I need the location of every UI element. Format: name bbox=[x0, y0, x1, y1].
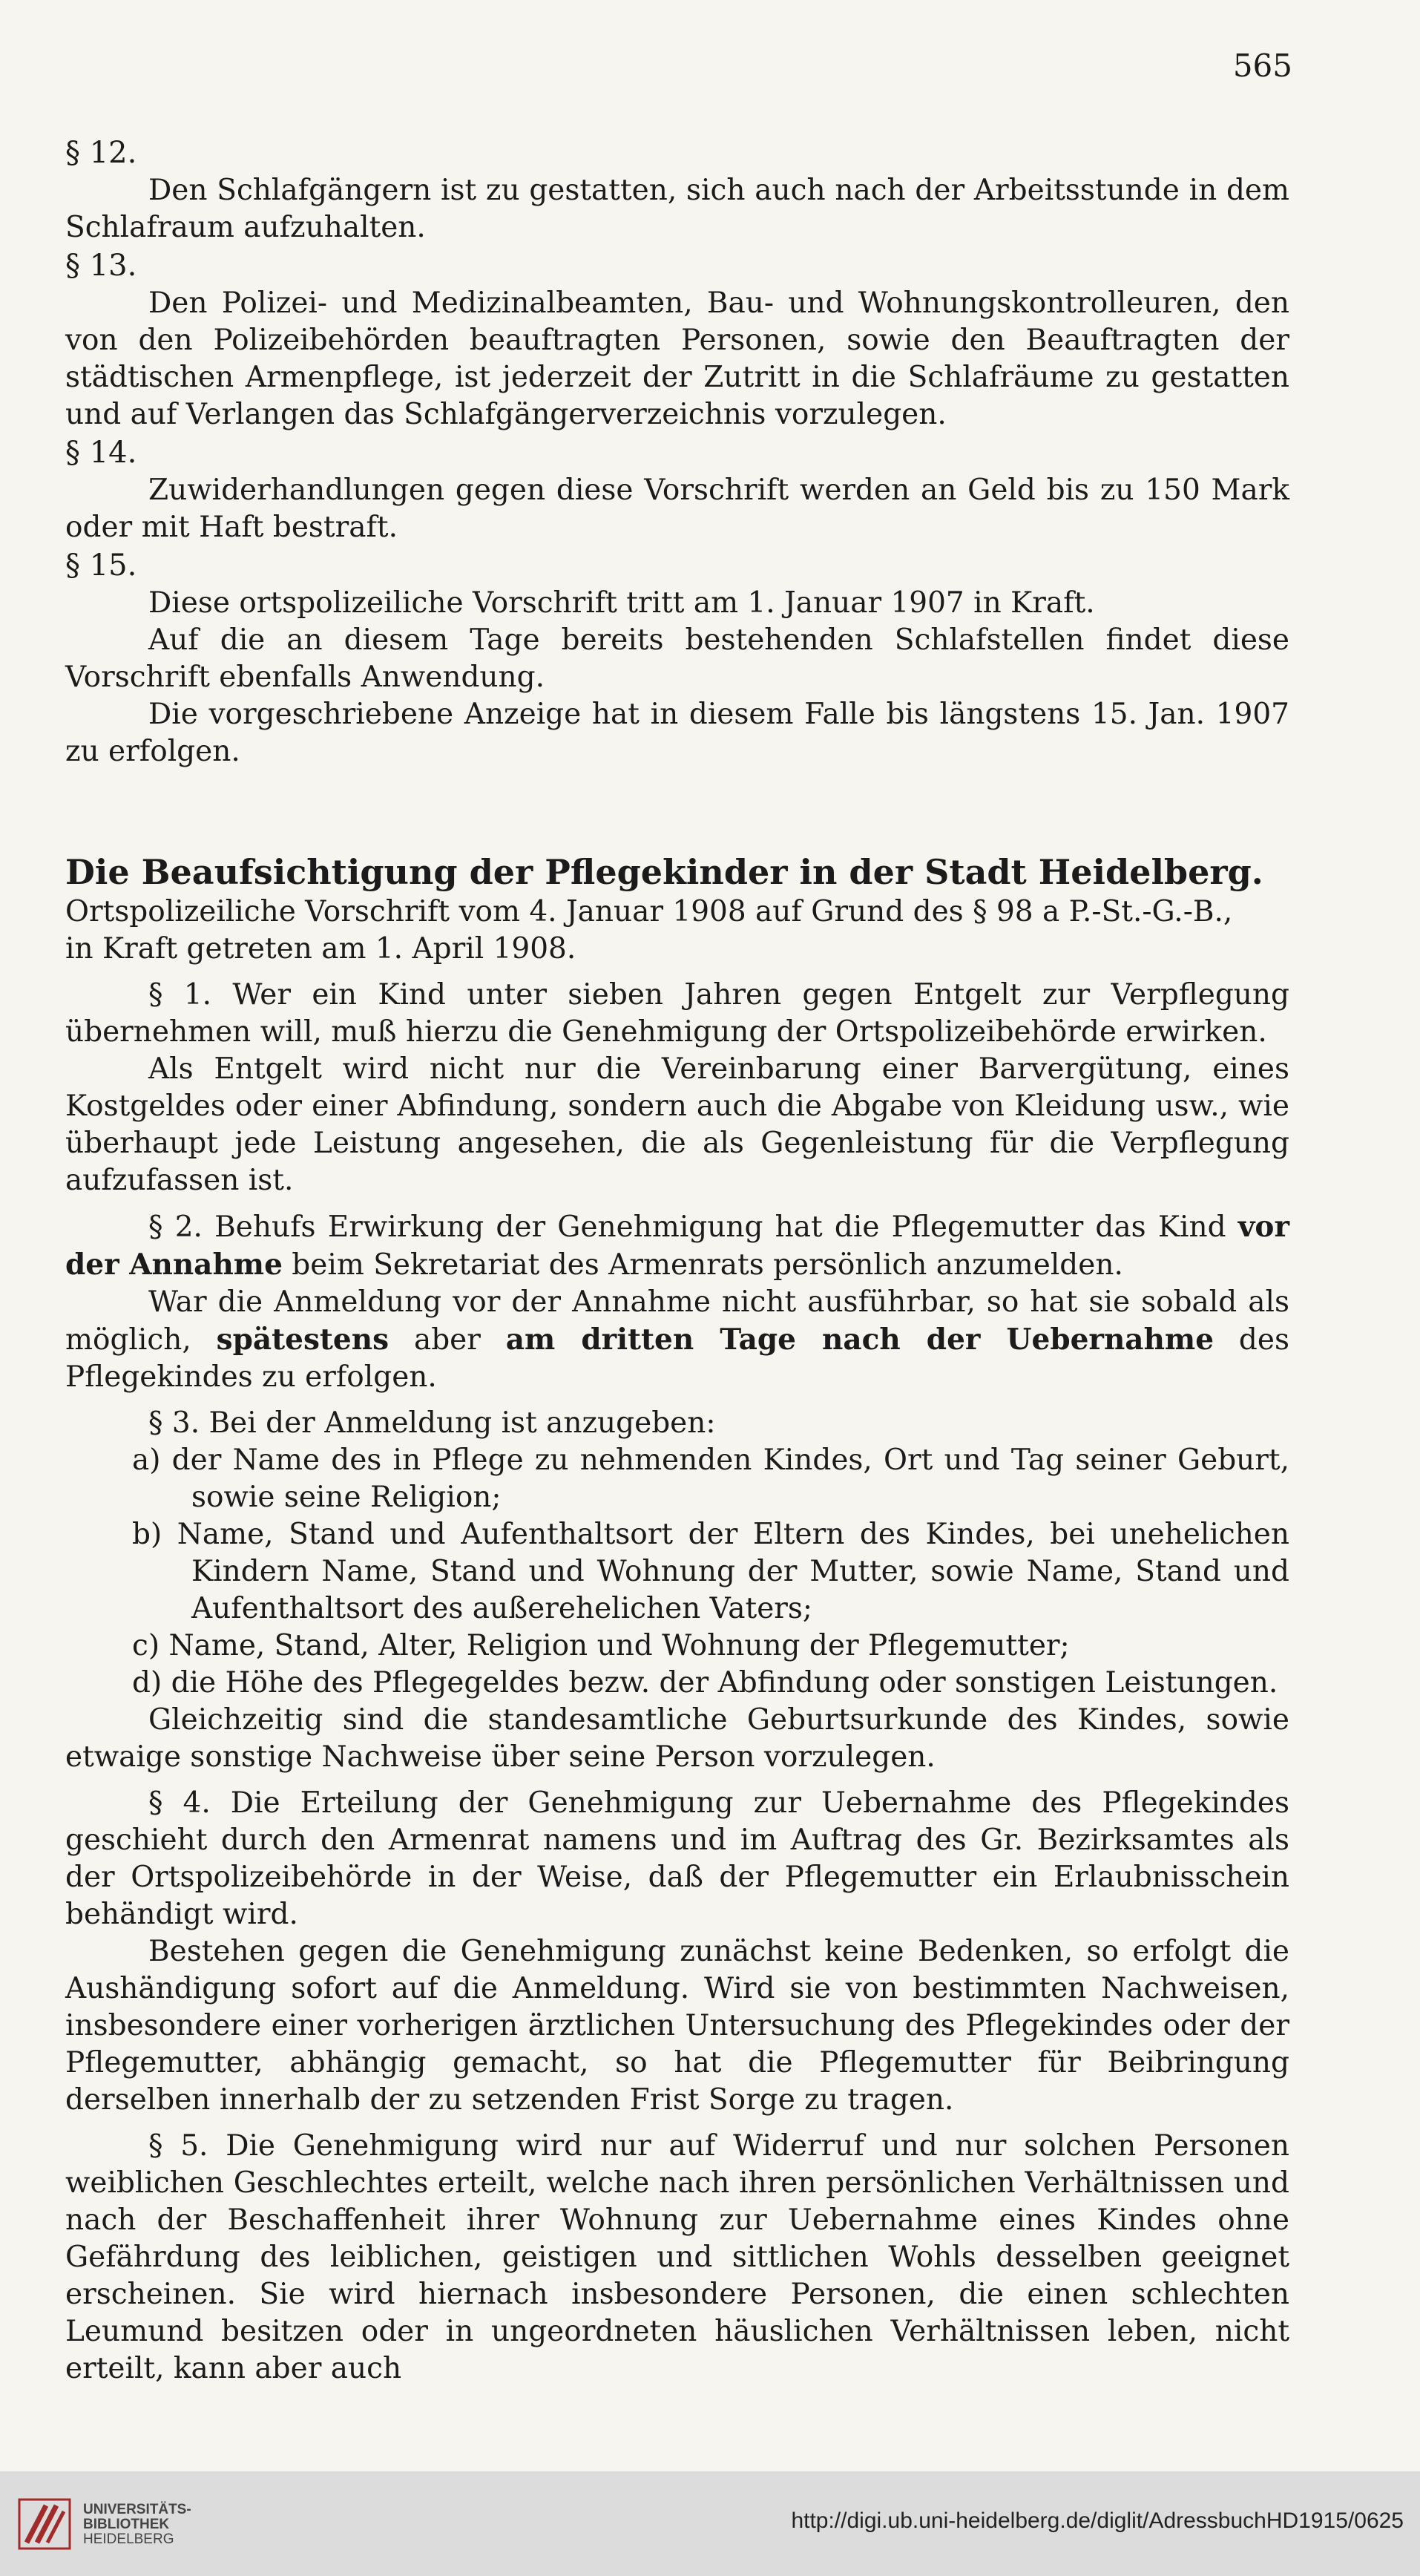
article-subtitle-2: in Kraft getreten am 1. April 1908. bbox=[65, 932, 576, 966]
paragraph-3-intro: § 3. Bei der Anmeldung ist anzugeben: bbox=[148, 1406, 716, 1440]
p2-text-c: War die Anmeldung vor der Annahme nicht ausführbar, so hat sie sobald als möglich, bbox=[65, 1285, 1289, 1357]
paragraph-3-item-b: b) Name, Stand und Aufenthaltsort der Eltern des Kindes, bei unehelichen Kindern Name, Stand und Wohnung der Mutter, sowie Name, Stand und Aufenthaltsort des außerehelichen Vaters; bbox=[132, 1518, 1289, 1625]
section-15-heading: § 15. bbox=[65, 548, 137, 583]
paragraph-3-after: Gleichzeitig sind die standesamtliche Geburtsurkunde des Kindes, sowie etwaige sonstige Nachweise über seine Person vorzulegen. bbox=[65, 1703, 1289, 1774]
article-subtitle-1: Ortspolizeiliche Vorschrift vom 4. Januar 1908 auf Grund des § 98 a P.-St.-G.-B., bbox=[65, 895, 1233, 928]
page-content bbox=[65, 134, 1289, 2387]
paragraph-2-text bbox=[65, 1208, 1289, 1284]
paragraph-3-item-a: a) der Name des in Pflege zu nehmenden Kindes, Ort und Tag seiner Geburt, sowie seine Religion; bbox=[132, 1443, 1289, 1514]
paragraph-1-text: § 1. Wer ein Kind unter sieben Jahren gegen Entgelt zur Verpflegung übernehmen will, muß hierzu die Genehmigung der Ortspolizeibehörde erwirken. bbox=[65, 978, 1289, 1049]
p2-text-a: § 2. Behufs Erwirkung der Genehmigung hat die Pflegemutter das Kind bbox=[148, 1210, 1226, 1244]
p2-emphasis-before-acceptance: vor der Annahme bbox=[65, 1210, 1289, 1282]
source-url-link[interactable]: http://digi.ub.uni-heidelberg.de/diglit/AdressbuchHD1915/0625 bbox=[791, 2508, 1404, 2533]
paragraph-1-text-2: Als Entgelt wird nicht nur die Vereinbarung einer Barvergütung, eines Kostgeldes oder einer Abfindung, sondern auch die Abgabe von Kleidung usw., wie überhaupt jede Leistung angesehen, die als Gegenleistung für die Verpflegung aufzufassen ist. bbox=[65, 1052, 1289, 1197]
page-number: 565 bbox=[1232, 47, 1292, 84]
p2-emphasis-latest: spätestens bbox=[216, 1323, 389, 1357]
p2-text-b: beim Sekretariat des Armenrats persönlich anzumelden. bbox=[292, 1248, 1123, 1282]
paragraph-3-item-d: d) die Höhe des Pflegegeldes bezw. der Abfindung oder sonstigen Leistungen. bbox=[132, 1666, 1278, 1700]
section-14-heading: § 14. bbox=[65, 436, 137, 470]
section-13-heading: § 13. bbox=[65, 249, 137, 283]
paragraph-5-text: § 5. Die Genehmigung wird nur auf Widerruf und nur solchen Personen weiblichen Geschlechtes erteilt, welche nach ihren persönlichen Verhältnissen und nach der Beschaffenheit ihrer Wohnung zur Uebernahme eines Kindes ohne Gefährdung des leiblichen, geistigen und sittlichen Wohls desselben geeignet erscheinen. Sie wird hiernach insbesondere Personen, die einen schlechten Leumund besitzen oder in ungeordneten häuslichen Verhältnissen leben, nicht erteilt, kann aber auch bbox=[65, 2129, 1289, 2385]
paragraph-2-text-2 bbox=[65, 1284, 1289, 1396]
library-name-line-3: HEIDELBERG bbox=[83, 2531, 174, 2547]
section-14-text: Zuwiderhandlungen gegen diese Vorschrift werden an Geld bis zu 150 Mark oder mit Haft bestraft. bbox=[65, 473, 1289, 544]
paragraph-4-text: § 4. Die Erteilung der Genehmigung zur Uebernahme des Pflegekindes geschieht durch den Armenrat namens und im Auftrag des Gr. Bezirksamtes als der Ortspolizeibehörde in der Weise, daß der Pflegemutter ein Erlaubnisschein behändigt wird. bbox=[65, 1786, 1289, 1931]
section-15-para-1: Diese ortspolizeiliche Vorschrift tritt am 1. Januar 1907 in Kraft. bbox=[148, 586, 1095, 620]
section-12-text: Den Schlafgängern ist zu gestatten, sich auch nach der Arbeitsstunde in dem Schlafraum aufzuhalten. bbox=[65, 174, 1289, 244]
library-name-line-1: UNIVERSITÄTS- bbox=[83, 2502, 191, 2517]
p2-text-d: aber bbox=[413, 1323, 481, 1357]
section-15-para-3: Die vorgeschriebene Anzeige hat in diesem Falle bis längstens 15. Jan. 1907 zu erfolgen. bbox=[65, 698, 1289, 768]
article-title: Die Beaufsichtigung der Pflegekinder in der Stadt Heidelberg. bbox=[65, 852, 1263, 892]
section-12-heading: § 12. bbox=[65, 136, 137, 170]
section-13-text: Den Polizei- und Medizinalbeamten, Bau- und Wohnungskontrolleuren, den von den Polizeibehörden beauftragten Personen, sowie den Beauftragten der städtischen Armenpflege, ist jederzeit der Zutritt in die Schlafräume zu gestatten und auf Verlangen das Schlafgängerverzeichnis vorzulegen. bbox=[65, 286, 1289, 431]
p2-emphasis-third-day: am dritten Tage nach der Uebernahme bbox=[505, 1323, 1214, 1357]
section-15-para-2: Auf die an diesem Tage bereits bestehenden Schlafstellen findet diese Vorschrift ebenfalls Anwendung. bbox=[65, 623, 1289, 694]
library-logo-icon bbox=[16, 2495, 73, 2552]
paragraph-4-text-2: Bestehen gegen die Genehmigung zunächst keine Bedenken, so erfolgt die Aushändigung sofort auf die Anmeldung. Wird sie von bestimmten Nachweisen, insbesondere einer vorherigen ärztlichen Untersuchung des Pflegekindes oder der Pflegemutter, abhängig gemacht, so hat die Pflegemutter für Beibringung derselben innerhalb der zu setzenden Frist Sorge zu tragen. bbox=[65, 1935, 1289, 2117]
paragraph-3-item-c: c) Name, Stand, Alter, Religion und Wohnung der Pflegemutter; bbox=[132, 1629, 1070, 1662]
library-name bbox=[83, 2503, 191, 2547]
viewer-footer bbox=[0, 2471, 1420, 2576]
library-name-line-2: BIBLIOTHEK bbox=[83, 2517, 170, 2532]
p2-text-e: des Pflegekindes zu erfolgen. bbox=[65, 1323, 1289, 1394]
